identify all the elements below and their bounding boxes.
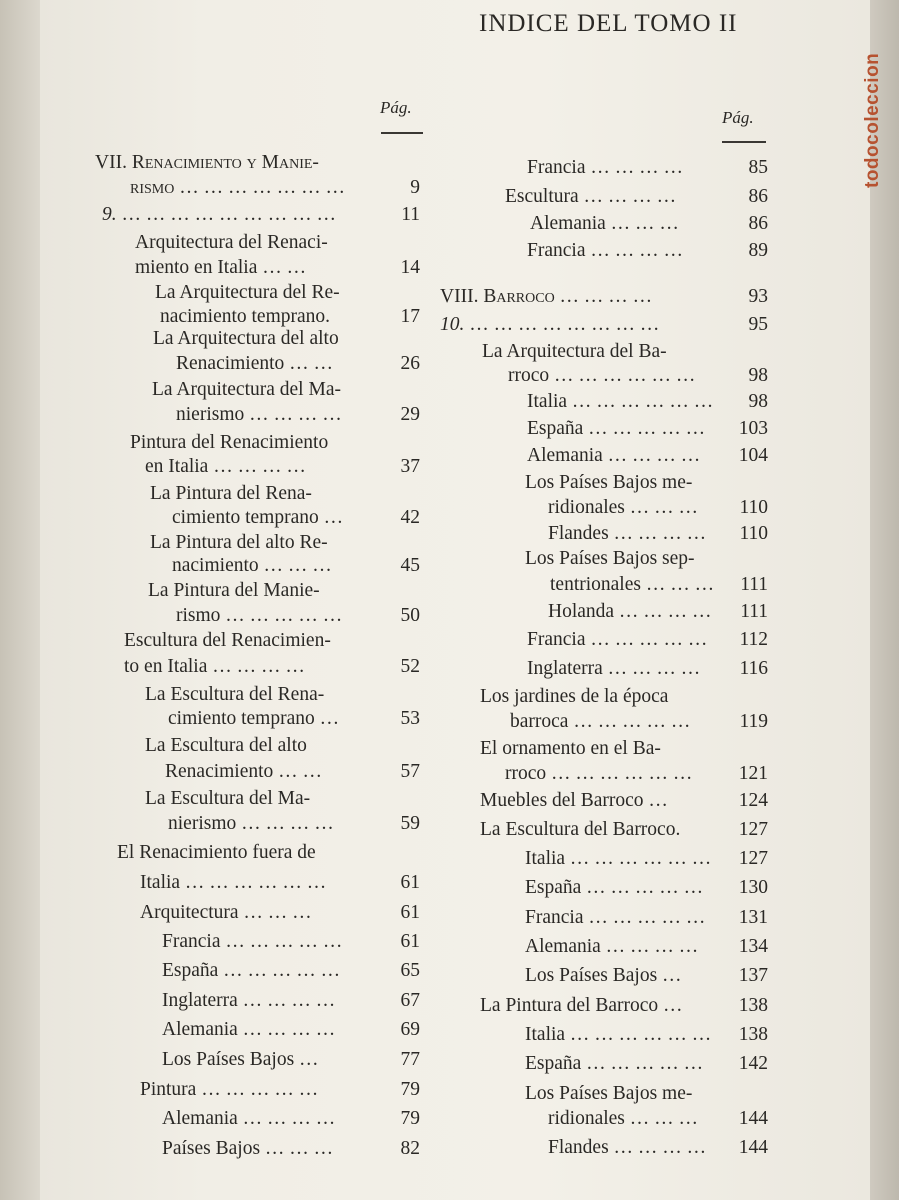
toc-entry-text: Arquitectura … … … (140, 902, 312, 923)
toc-page-number: 50 (400, 605, 420, 626)
toc-entry-text: tentrionales … … … (550, 574, 715, 595)
toc-entry-text: España … … … … … (525, 1053, 704, 1074)
toc-entry-text: Alemania … … … … (162, 1108, 336, 1129)
toc-entry-text: Países Bajos … … … (162, 1138, 334, 1159)
toc-page-number: 37 (400, 456, 420, 477)
toc-entry-text: Escultura del Renacimien- (124, 630, 331, 651)
toc-entry-text: rismo … … … … … (176, 605, 343, 626)
toc-entry-text: rroco … … … … … … (505, 763, 693, 784)
toc-page-number: 103 (738, 418, 768, 439)
toc-entry-text: Alemania … … … (530, 213, 679, 234)
toc-entry-text: La Pintura del alto Re- (150, 532, 328, 553)
toc-page-number: 53 (400, 708, 420, 729)
toc-page-number: 137 (738, 965, 768, 986)
toc-entry-text: Arquitectura del Renaci- (135, 232, 328, 253)
toc-page-number: 93 (748, 286, 768, 307)
toc-entry-text: nacimiento … … … (172, 555, 332, 576)
toc-page-number: 144 (738, 1108, 768, 1129)
toc-entry-text: Italia … … … … … … (140, 872, 327, 893)
toc-page-number: 111 (740, 574, 768, 595)
right-page-label-rule (722, 141, 766, 143)
toc-page-number: 89 (748, 240, 768, 261)
toc-page-number: 95 (748, 314, 768, 335)
toc-page-number: 116 (739, 658, 768, 679)
toc-page-number: 98 (748, 391, 768, 412)
toc-entry-text: Los Países Bajos sep- (525, 548, 695, 569)
toc-entry-text: La Pintura del Rena- (150, 483, 312, 504)
toc-entry-text: Alemania … … … … (527, 445, 701, 466)
toc-page-number: 85 (748, 157, 768, 178)
toc-entry-text: Italia … … … … … … (527, 391, 714, 412)
toc-entry-text: Los jardines de la época (480, 686, 669, 707)
toc-page-number: 52 (400, 656, 420, 677)
toc-page-number: 57 (400, 761, 420, 782)
toc-entry-text: Escultura … … … … (505, 186, 677, 207)
toc-page-number: 86 (748, 186, 768, 207)
toc-page-number: 82 (400, 1138, 420, 1159)
toc-entry-text: España … … … … … (527, 418, 706, 439)
page-title: INDICE DEL TOMO II (479, 10, 738, 37)
toc-entry-text: La Escultura del Rena- (145, 684, 325, 705)
toc-entry-text: cimiento temprano … (172, 507, 344, 528)
toc-entry-text: Inglaterra … … … … (527, 658, 701, 679)
toc-entry-text: miento en Italia … … (135, 257, 307, 278)
toc-entry-text: Francia … … … … (527, 240, 683, 261)
toc-page-number: 104 (738, 445, 768, 466)
toc-entry-text: Italia … … … … … … (525, 1024, 712, 1045)
toc-page-number: 79 (400, 1108, 420, 1129)
toc-page-number: 69 (400, 1019, 420, 1040)
toc-page-number: 61 (400, 902, 420, 923)
toc-entry-text: rismo … … … … … … … (130, 177, 345, 198)
toc-entry-text: Los Países Bajos me- (525, 472, 693, 493)
toc-page-number: 138 (738, 1024, 768, 1045)
toc-entry-text: to en Italia … … … … (124, 656, 305, 677)
toc-page-number: 119 (739, 711, 768, 732)
toc-entry-text: Holanda … … … … (548, 601, 712, 622)
toc-page-number: 77 (400, 1049, 420, 1070)
toc-entry-text: Pintura … … … … … (140, 1079, 319, 1100)
toc-entry-text: Francia … … … … (527, 157, 683, 178)
toc-entry-text: Francia … … … … … (525, 907, 706, 928)
toc-page-number: 59 (400, 813, 420, 834)
toc-page-number: 112 (739, 629, 768, 650)
toc-entry-text: Flandes … … … … (548, 1137, 707, 1158)
toc-entry-text: Pintura del Renacimiento (130, 432, 329, 453)
toc-entry-text: ridionales … … … (548, 1108, 699, 1129)
toc-entry-text: Muebles del Barroco … (480, 790, 668, 811)
toc-entry-text: La Arquitectura del alto (153, 328, 339, 349)
toc-page-number: 124 (738, 790, 768, 811)
toc-page-number: 134 (738, 936, 768, 957)
toc-page-number: 67 (400, 990, 420, 1011)
toc-page-number: 86 (748, 213, 768, 234)
toc-page-number: 98 (748, 365, 768, 386)
toc-entry-text: cimiento temprano … (168, 708, 340, 729)
toc-entry-text: Renacimiento … … (165, 761, 323, 782)
toc-page-number: 9 (410, 177, 420, 198)
toc-entry-text: Los Países Bajos … (525, 965, 682, 986)
toc-entry-text: barroca … … … … … (510, 711, 691, 732)
toc-page-number: 11 (401, 204, 420, 225)
toc-entry-text: España … … … … … (525, 877, 704, 898)
toc-page-number: 127 (738, 848, 768, 869)
toc-entry-text: VIII. Barroco … … … … (440, 286, 653, 307)
toc-page-number: 79 (400, 1079, 420, 1100)
toc-entry-text: Francia … … … … … (162, 931, 343, 952)
toc-entry-text: VII. Renacimiento y Manie- (95, 152, 319, 173)
toc-page-number: 61 (400, 872, 420, 893)
toc-page-number: 142 (738, 1053, 768, 1074)
toc-entry-text: La Escultura del Ma- (145, 788, 311, 809)
toc-page-number: 61 (400, 931, 420, 952)
toc-entry-text: 9. … … … … … … … … … (102, 204, 336, 225)
toc-page-number: 65 (400, 960, 420, 981)
toc-entry-text: La Pintura del Manie- (148, 580, 320, 601)
toc-page-number: 29 (400, 404, 420, 425)
left-page-label: Pág. (380, 98, 412, 117)
toc-entry-text: Flandes … … … … (548, 523, 707, 544)
toc-entry-text: España … … … … … (162, 960, 341, 981)
toc-entry-text: La Escultura del alto (145, 735, 307, 756)
toc-entry-text: nierismo … … … … (176, 404, 342, 425)
toc-entry-text: rroco … … … … … … (508, 365, 696, 386)
toc-page-number: 144 (738, 1137, 768, 1158)
toc-entry-text: nierismo … … … … (168, 813, 334, 834)
right-page-label: Pág. (722, 108, 754, 127)
toc-page-number: 130 (738, 877, 768, 898)
toc-entry-text: La Arquitectura del Re- (155, 282, 340, 303)
toc-page-number: 138 (738, 995, 768, 1016)
toc-entry-text: Alemania … … … … (525, 936, 699, 957)
toc-entry-text: Italia … … … … … … (525, 848, 712, 869)
toc-entry-text: Alemania … … … … (162, 1019, 336, 1040)
toc-entry-text: nacimiento temprano. (160, 306, 331, 327)
toc-page-number: 26 (400, 353, 420, 374)
left-page-label-rule (381, 132, 423, 134)
toc-entry-text: Renacimiento … … (176, 353, 334, 374)
toc-page-number: 14 (400, 257, 420, 278)
toc-page-number: 111 (740, 601, 768, 622)
toc-entry-text: Los Países Bajos me- (525, 1083, 693, 1104)
toc-page-number: 110 (739, 497, 768, 518)
toc-entry-text: El Renacimiento fuera de (117, 842, 316, 863)
toc-page-number: 17 (400, 306, 420, 327)
toc-page-number: 121 (738, 763, 768, 784)
book-spine-shadow (0, 0, 40, 1200)
toc-entry-text: Los Países Bajos … (162, 1049, 319, 1070)
toc-page-number: 45 (400, 555, 420, 576)
toc-entry-text: Francia … … … … … (527, 629, 708, 650)
toc-entry-text: El ornamento en el Ba- (480, 738, 661, 759)
toc-entry-text: La Pintura del Barroco … (480, 995, 683, 1016)
toc-entry-text: en Italia … … … … (145, 456, 306, 477)
toc-page-number: 42 (400, 507, 420, 528)
toc-entry-text: Inglaterra … … … … (162, 990, 336, 1011)
toc-page-number: 127 (738, 819, 768, 840)
toc-page-number: 110 (739, 523, 768, 544)
watermark-logo: todocoleccion (862, 52, 883, 188)
toc-page-number: 131 (738, 907, 768, 928)
toc-entry-text: La Escultura del Barroco. (480, 819, 681, 840)
toc-entry-text: La Arquitectura del Ba- (482, 341, 667, 362)
toc-entry-text: ridionales … … … (548, 497, 699, 518)
toc-entry-text: 10. … … … … … … … … (440, 314, 660, 335)
toc-entry-text: La Arquitectura del Ma- (152, 379, 341, 400)
